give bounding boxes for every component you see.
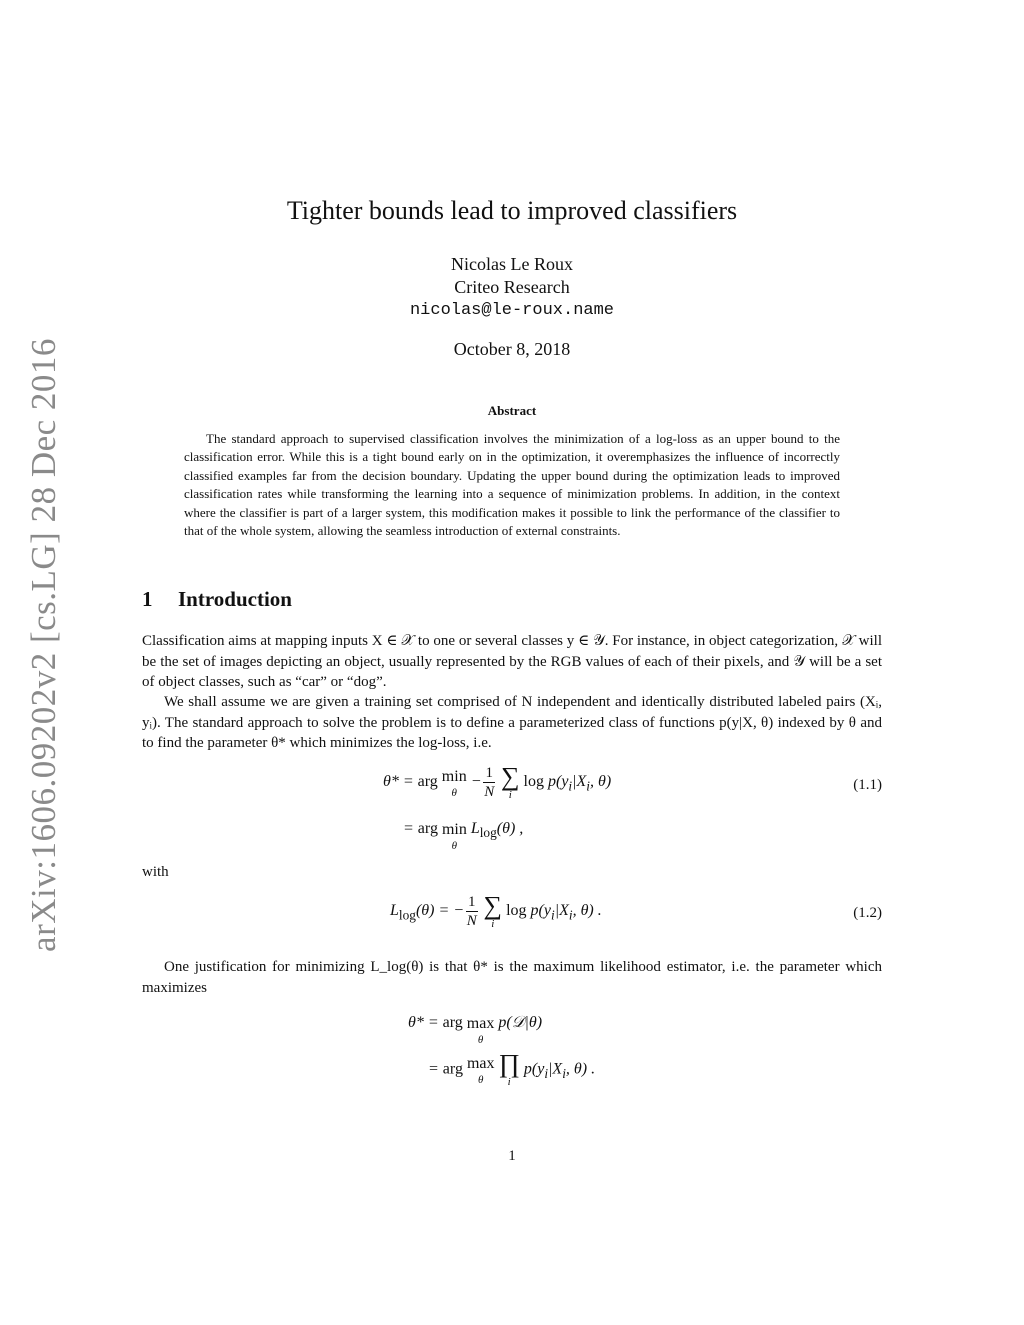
page-number: 1 bbox=[508, 1148, 516, 1164]
equation-mle-line-2: = arg max θ ∏ i $p(y_i|X_i$, θ) . bbox=[428, 1049, 596, 1088]
section-number: 1 bbox=[142, 587, 153, 611]
equation-1-1-number: (1.1) bbox=[853, 777, 882, 793]
paragraph-3: One justification for minimizing L_log(θ) is that θ* is the maximum likelihood estimator, i.e. the parameter which maximizes bbox=[142, 959, 882, 996]
equation-1-2-number: (1.2) bbox=[853, 905, 882, 921]
author-email: nicolas@le-roux.name bbox=[409, 301, 615, 320]
arxiv-stamp-text: arXiv:1606.09202v2 [cs.LG] 28 Dec 2016 bbox=[24, 338, 63, 952]
equation-mle-line-1: θ* = arg max θ p(𝒟|θ) bbox=[408, 1014, 543, 1046]
equation-1-2: $L_{log}(\theta)$ = − $\frac{1}{N}$ ∑ i $\log p(y_i|X_i$, θ) . bbox=[390, 890, 602, 930]
equation-1-1-line-1: θ* = arg min θ − $\frac{1}{N}$ ∑ i $\log p(y_i|X_i$, θ) bbox=[383, 761, 612, 801]
author-name: Nicolas Le Roux bbox=[451, 254, 573, 274]
with-text: with bbox=[142, 864, 169, 880]
paper-date: October 8, 2018 bbox=[453, 339, 571, 359]
abstract-heading: Abstract bbox=[487, 403, 537, 418]
section-heading bbox=[142, 587, 292, 612]
section-title: Introduction bbox=[178, 587, 292, 611]
equation-1-1-line-2: = arg min θ $L_{log}(\theta)$ , bbox=[403, 820, 524, 852]
paragraph-2: We shall assume we are given a training set comprised of N independent and identically distributed labeled pairs (Xᵢ, yᵢ). The standard approach to solve the problem is to define a parameterized class of functions p(y|X, θ) indexed by θ and to find the parameter θ* which minimizes the log-loss, i.e. bbox=[142, 694, 882, 751]
abstract-text: The standard approach to supervised classification involves the minimization of a log-loss as an upper bound to the classification error. While this is a tight bound early on in the optimization, it overemphasizes the influence of incorrectly classified examples far from the decision boundary. Updating the upper bound during the optimization leads to improved classification rates while transforming the learning into a sequence of minimization problems. In addition, in the context where the classifier is part of a larger system, this modification makes it possible to link the performance of the classifier to that of the whole system, allowing the seamless introduction of external constraints. bbox=[184, 431, 840, 539]
paragraph-1: Classification aims at mapping inputs X ∈ 𝒳 to one or several classes y ∈ 𝒴. For instance, in object categorization, 𝒳 will be the set of images depicting an object, usually represented by the RGB values of each of their pixels, and 𝒴 will be a set of object classes, such as “car” or “dog”. bbox=[142, 633, 882, 690]
paper-title: Tighter bounds lead to improved classifiers bbox=[286, 196, 738, 225]
author-affiliation: Criteo Research bbox=[454, 277, 570, 297]
